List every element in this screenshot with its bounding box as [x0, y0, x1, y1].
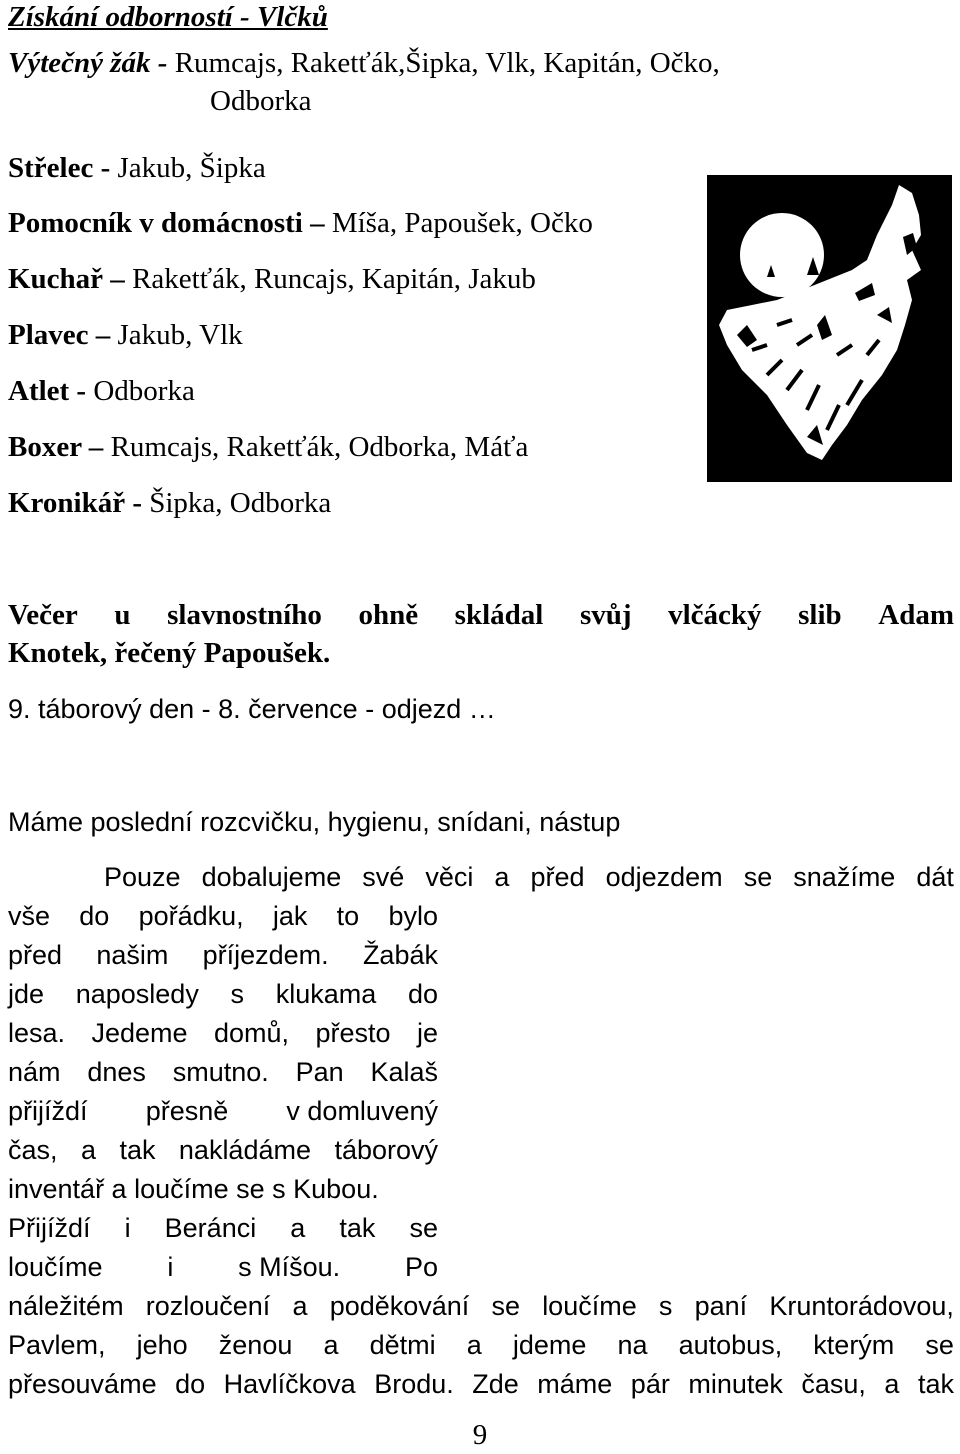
word: našim — [96, 940, 169, 970]
word: a — [466, 1330, 482, 1360]
wolf-moon-image — [707, 175, 952, 482]
paragraph-line — [8, 1092, 438, 1131]
word: kterým — [813, 1330, 895, 1360]
paragraph-line — [8, 936, 438, 975]
word: se — [743, 862, 773, 892]
word: autobus, — [678, 1330, 783, 1360]
award-item — [8, 430, 528, 464]
word: se — [925, 1330, 954, 1360]
word: v domluvený — [286, 1096, 438, 1126]
word: ženou — [218, 1330, 293, 1360]
award-item — [8, 318, 243, 352]
award-members: Šipka, Odborka — [142, 487, 332, 519]
award-name: Boxer – — [8, 431, 104, 463]
award-members: Rumcajs, Raketťák,Šipka, Vlk, Kapitán, Očko, — [167, 47, 720, 79]
word: na — [617, 1330, 648, 1360]
award-name: Kuchař – — [8, 263, 125, 295]
word: a — [292, 1291, 308, 1321]
word: své — [362, 862, 405, 892]
word: času, — [801, 1369, 866, 1399]
word: jdeme — [512, 1330, 587, 1360]
word: Zde — [472, 1369, 519, 1399]
word: přesto — [315, 1018, 391, 1048]
award-item — [8, 262, 536, 296]
section-heading: Získání odborností - Vlčků — [8, 1, 328, 33]
paragraph-line — [8, 1248, 438, 1287]
award-members: Rumcajs, Raketťák, Odborka, Máťa — [103, 431, 529, 463]
paragraph-line — [8, 1053, 438, 1092]
word: snažíme — [793, 862, 896, 892]
award-name: Plavec – — [8, 319, 111, 351]
award-members: Odborka — [86, 375, 195, 407]
word: dát — [916, 862, 954, 892]
paragraph-line — [8, 1326, 954, 1365]
word: Pavlem, — [8, 1330, 106, 1360]
word: slib — [798, 599, 842, 631]
award-item — [8, 151, 266, 185]
word: paní — [694, 1291, 748, 1321]
word: tak — [119, 1135, 156, 1165]
word: před — [530, 862, 585, 892]
word: a — [494, 862, 510, 892]
word: i — [124, 1213, 131, 1243]
word: Přijíždí — [8, 1213, 91, 1243]
word: se — [491, 1291, 521, 1321]
word: věci — [425, 862, 474, 892]
word: jeho — [136, 1330, 188, 1360]
word: čas, — [8, 1135, 58, 1165]
word: Pouze — [104, 862, 181, 892]
paragraph-line — [8, 1131, 438, 1170]
award-members: Míša, Papoušek, Očko — [324, 207, 593, 239]
word: i — [167, 1252, 174, 1282]
word: Adam — [878, 599, 954, 631]
word: Žabák — [362, 940, 438, 970]
word: do — [175, 1369, 206, 1399]
award-item — [8, 206, 593, 240]
award-name: Kronikář - — [8, 487, 142, 519]
word: táborový — [334, 1135, 438, 1165]
word: Havlíčkova — [223, 1369, 356, 1399]
word: Kruntorádovou, — [769, 1291, 954, 1321]
word: rozloučení — [145, 1291, 271, 1321]
page-number: 9 — [472, 1419, 488, 1451]
word: odjezdem — [605, 862, 723, 892]
word: Brodu. — [374, 1369, 454, 1399]
award-members: Jakub, Vlk — [110, 319, 243, 351]
word: nakládáme — [178, 1135, 311, 1165]
word: slavnostního — [167, 599, 322, 631]
word: domů, — [213, 1018, 290, 1048]
word: loučíme — [542, 1291, 637, 1321]
vow-paragraph — [8, 596, 954, 672]
paragraph-line — [8, 897, 438, 936]
word: Kalaš — [370, 1057, 438, 1087]
word: dětmi — [369, 1330, 436, 1360]
award-name: Pomocník v domácnosti – — [8, 207, 325, 239]
word: máme — [537, 1369, 613, 1399]
word: a — [290, 1213, 306, 1243]
word: Večer — [8, 599, 78, 631]
word: pořádku, — [138, 901, 244, 931]
award-item — [8, 374, 195, 408]
word: skládal — [454, 599, 544, 631]
word: klukama — [275, 979, 377, 1009]
word: tak — [917, 1369, 954, 1399]
paragraph-line — [8, 975, 438, 1014]
word: nám — [8, 1057, 61, 1087]
word: Pan — [295, 1057, 344, 1087]
word: lesa. — [8, 1018, 66, 1048]
word: s — [230, 979, 245, 1009]
paragraph-line — [8, 1170, 438, 1209]
word: a — [884, 1369, 900, 1399]
word: tak — [339, 1213, 376, 1243]
word: Beránci — [164, 1213, 257, 1243]
word: svůj — [579, 599, 632, 631]
word: se — [409, 1213, 438, 1243]
word: s — [658, 1291, 673, 1321]
award-item — [8, 486, 331, 520]
award-item — [8, 46, 720, 117]
award-name: Střelec - — [8, 152, 111, 184]
word: jde — [8, 979, 45, 1009]
paragraph-line — [8, 1365, 954, 1404]
word: do — [407, 979, 438, 1009]
word: přijíždí — [8, 1096, 88, 1126]
word: naposledy — [75, 979, 199, 1009]
word: náležitém — [8, 1291, 124, 1321]
word: bylo — [388, 901, 438, 931]
word: pár — [630, 1369, 670, 1399]
word: dobalujeme — [201, 862, 342, 892]
award-name: Atlet - — [8, 375, 87, 407]
award-members: Raketťák, Runcajs, Kapitán, Jakub — [124, 263, 536, 295]
award-members-continuation: Odborka — [210, 85, 312, 117]
vow-line — [8, 596, 954, 634]
word: do — [79, 901, 110, 931]
day-heading: 9. táborový den - 8. července - odjezd … — [8, 694, 496, 724]
word: vlčácký — [668, 599, 762, 631]
word: Po — [404, 1252, 438, 1282]
paragraph-line — [8, 1209, 438, 1248]
paragraph-line — [104, 858, 954, 897]
word: Jedeme — [91, 1018, 188, 1048]
word: poděkování — [329, 1291, 470, 1321]
paragraph-line — [8, 1014, 438, 1053]
morning-line: Máme poslední rozcvičku, hygienu, snídani, nástup — [8, 807, 621, 837]
word: před — [8, 940, 63, 970]
word: smutno. — [172, 1057, 269, 1087]
word: a — [323, 1330, 339, 1360]
word: inventář a loučíme se s Kubou. — [8, 1174, 379, 1204]
vow-line: Knotek, řečený Papoušek. — [8, 637, 331, 669]
word: loučíme — [8, 1252, 103, 1282]
word: je — [416, 1018, 438, 1048]
word: u — [114, 599, 131, 631]
word: a — [80, 1135, 96, 1165]
paragraph-line — [8, 1287, 954, 1326]
word: ohně — [358, 599, 419, 631]
award-name: Výtečný žák - — [8, 47, 168, 79]
word: minutek — [688, 1369, 783, 1399]
word: vše — [8, 901, 51, 931]
word: dnes — [87, 1057, 146, 1087]
word: příjezdem. — [202, 940, 329, 970]
wolf-illustration — [707, 175, 952, 482]
word: s Míšou. — [238, 1252, 341, 1282]
word: jak — [272, 901, 308, 931]
word: přesně — [145, 1096, 229, 1126]
award-members: Jakub, Šipka — [110, 152, 266, 184]
word: přesouváme — [8, 1369, 157, 1399]
word: to — [336, 901, 360, 931]
